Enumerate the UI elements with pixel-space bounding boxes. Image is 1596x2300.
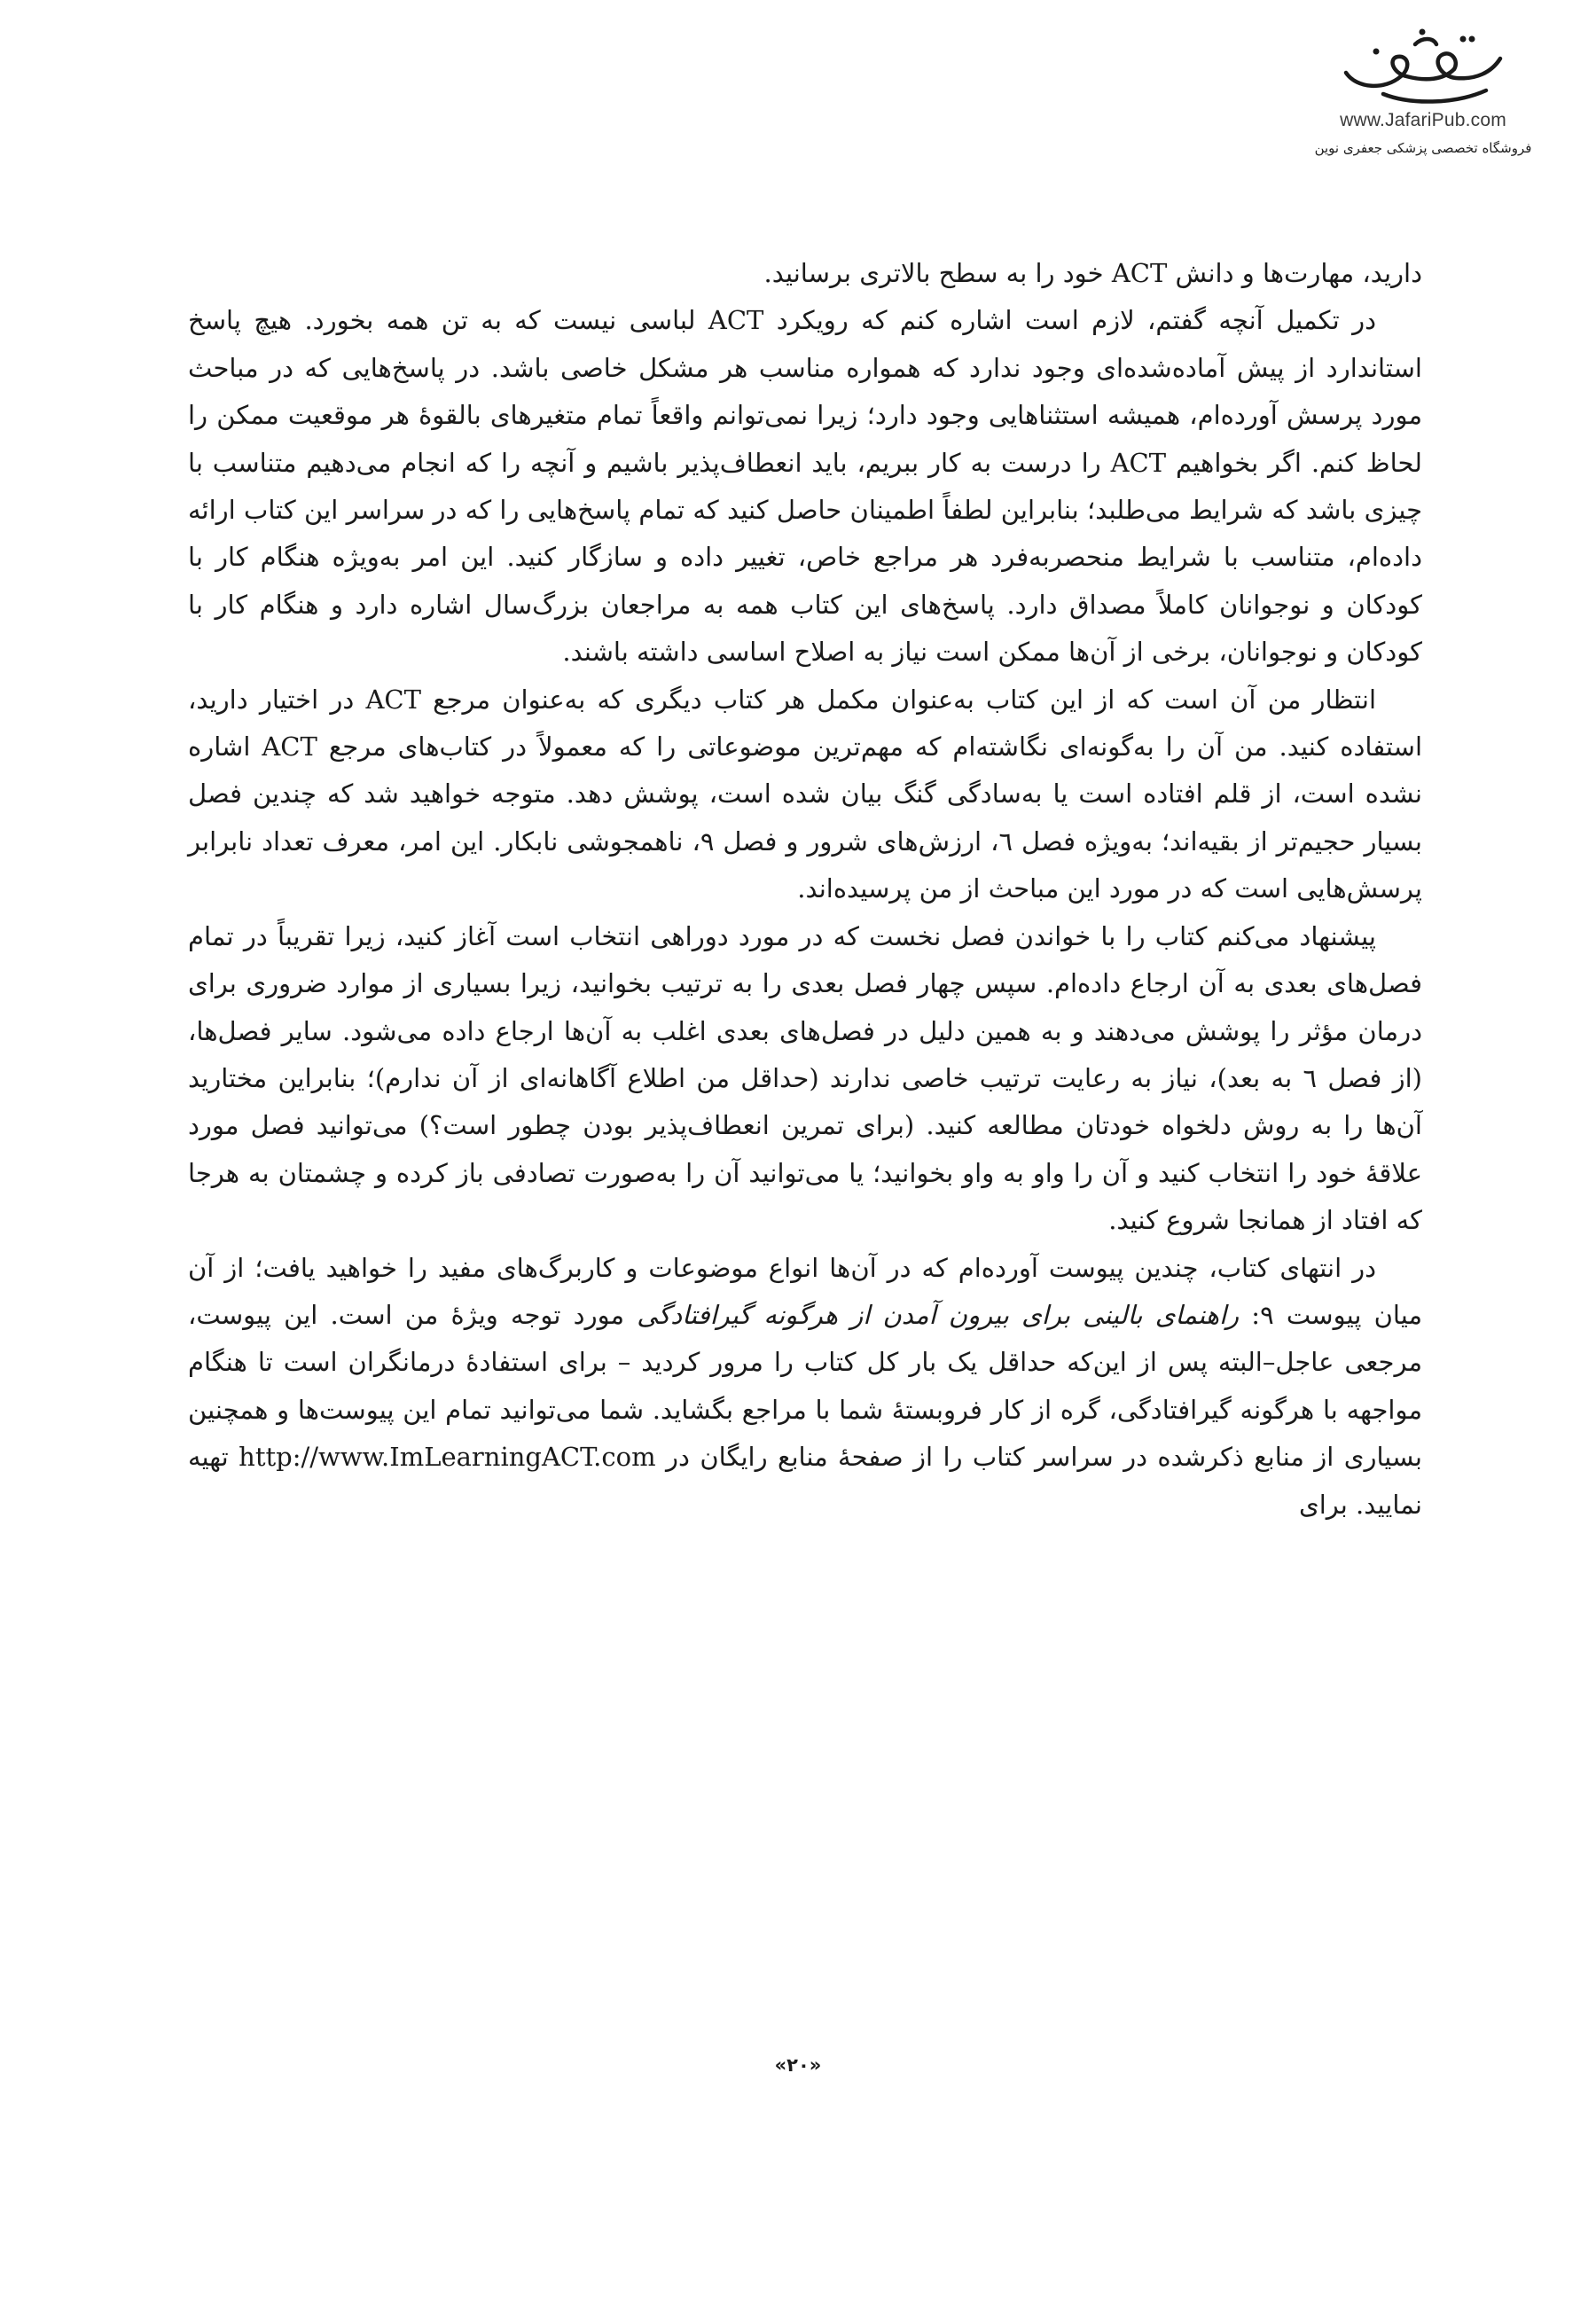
- page-number: «۲۰»: [774, 2054, 822, 2076]
- publisher-tagline: فروشگاه تخصصی پزشکی جعفری نوین: [1314, 140, 1532, 156]
- publisher-url[interactable]: www.JafariPub.com: [1340, 110, 1506, 130]
- page-body: [188, 250, 1422, 1529]
- paragraph-4: پیشنهاد می‌کنم کتاب را با خواندن فصل نخست که در مورد دوراهی انتخاب است آغاز کنید، زیرا تقریباً در تمام فصل‌های بعدی به آن ارجاع داده‌ام. سپس چهار فصل بعدی را به ترتیب بخوانید، زیرا بسیاری از موارد ضروری برای درمان مؤثر را پوشش می‌دهند و به همین دلیل در فصل‌های بعدی اغلب به آن‌ها ارجاع داده می‌شود. سایر فصل‌ها، (از فصل ٦ به بعد)، نیاز به رعایت ترتیب خاصی ندارند (حداقل من اطلاع آگاهانه‌ای از آن ندارم)؛ بنابراین مختارید آن‌ها را به روش دلخواه خودتان مطالعه کنید. (برای تمرین انعطاف‌پذیر بودن چطور است؟) می‌توانید فصل مورد علاقۀ خود را انتخاب کنید و آن را واو به واو بخوانید؛ یا می‌توانید آن را به‌صورت تصادفی باز کرده و چشمتان به هرجا که افتاد از همانجا شروع کنید.: [188, 920, 1422, 1236]
- paragraph-5: [188, 1245, 1422, 1529]
- paragraph-5-text-c: تهیه نمایید. برای: [188, 1442, 1422, 1520]
- paragraph-3: انتظار من آن است که از این کتاب به‌عنوان مکمل هر کتاب دیگری که به‌عنوان مرجع ACT در اختیار دارید، استفاده کنید. من آن را به‌گونه‌ای نگاشته‌ام که مهم‌ترین موضوعاتی را که معمولاً در کتاب‌های مرجع ACT اشاره نشده است، از قلم افتاده است یا به‌سادگی گنگ بیان شده است، پوشش دهد. متوجه خواهید شد که چندین فصل بسیار حجیم‌تر از بقیه‌اند؛ به‌ویژه فصل ٦، ارزش‌های شرور و فصل ٩، ناهمجوشی نابکار. این امر، معرف تعداد نابرابر پرسش‌هایی است که در مورد این مباحث از من پرسیده‌اند.: [188, 684, 1422, 904]
- resources-url-link[interactable]: http://www.ImLearningACT.com: [239, 1442, 656, 1473]
- publisher-logo: [1277, 27, 1569, 177]
- paragraph-5-text-a: در انتهای کتاب، چندین پیوست آورده‌ام که در آن‌ها انواع موضوعات و کاربرگ‌های مفید را خواهید یافت؛ از آن میان پیوست ٩:: [188, 1252, 1422, 1330]
- paragraph-1: دارید، مهارت‌ها و دانش ACT خود را به سطح بالاتری برسانید.: [763, 258, 1422, 288]
- appendix-title: راهنمای بالینی برای بیرون آمدن از هرگونه گیرافتادگی: [637, 1299, 1240, 1330]
- publisher-logo-icon: [1330, 27, 1516, 108]
- paragraph-2: در تکمیل آنچه گفتم، لازم است اشاره کنم که رویکرد ACT لباسی نیست که به تن همه بخورد. هیچ پاسخ استاندارد از پیش آماده‌شده‌ای وجود ندارد که همواره مناسب هر مشکل خاصی باشد. در پاسخ‌هایی که در مباحث مورد پرسش آورده‌ام، همیشه استثناهایی وجود دارد؛ زیرا نمی‌توانم واقعاً تمام متغیرهای بالقوۀ هر موقعیت ممکن را لحاظ کنم. اگر بخواهیم ACT را درست به کار ببریم، باید انعطاف‌پذیر باشیم و آنچه را که انجام می‌دهیم متناسب با چیزی باشد که شرایط می‌طلبد؛ بنابراین لطفاً اطمینان حاصل کنید که تمام پاسخ‌هایی را که در سراسر این کتاب ارائه داده‌ام، متناسب با شرایط منحصربه‌فرد هر مراجع خاص، تغییر داده و سازگار کنید. این امر به‌ویژه هنگام کار با کودکان و نوجوانان کاملاً مصداق دارد. پاسخ‌های این کتاب همه به مراجعان بزرگ‌سال اشاره دارد و هنگام کار با کودکان و نوجوانان، برخی از آن‌ها ممکن است نیاز به اصلاح اساسی داشته باشند.: [188, 305, 1423, 668]
- paragraph-5-text-b: مورد توجه ویژۀ من است. این پیوست، مرجعی عاجل–البته پس از این‌که حداقل یک بار کل کتاب را مرور کردید – برای استفادۀ درمانگران است تا هنگام مواجهه با هرگونه گیرافتادگی، گره از کار فروبستۀ شما با مراجع بگشاید. شما می‌توانید تمام این پیوست‌ها و همچنین بسیاری از منابع ذکرشده در سراسر کتاب را از صفحۀ منابع رایگان در: [188, 1299, 1422, 1473]
